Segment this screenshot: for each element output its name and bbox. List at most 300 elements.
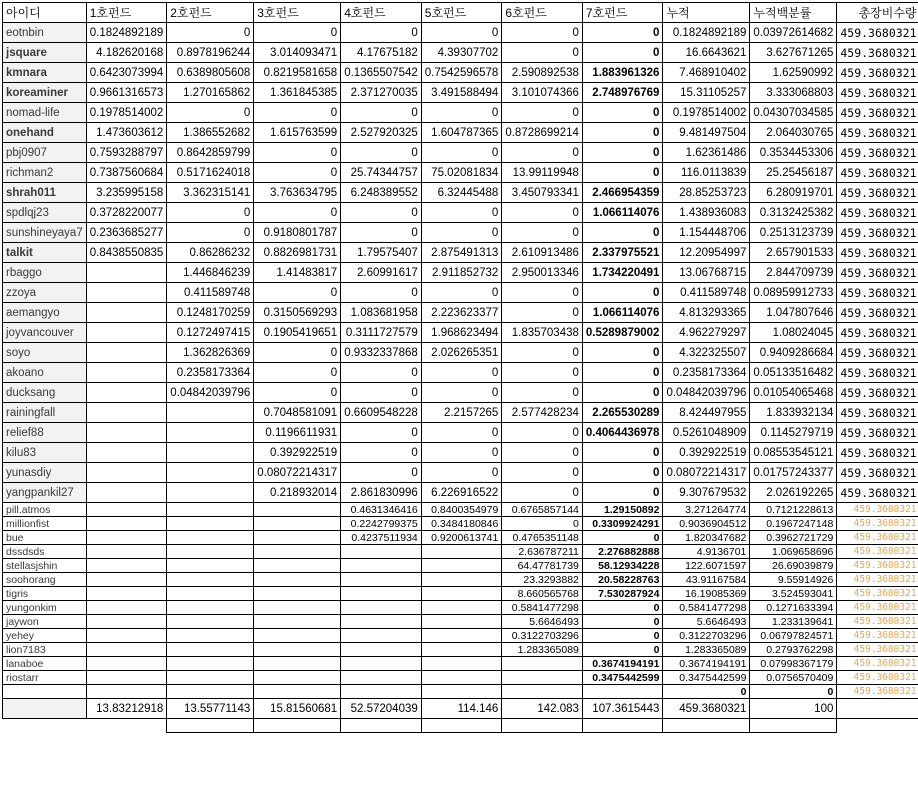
cell[interactable]: 0.8826981731 [254,243,341,263]
id-cell[interactable]: bue [3,531,87,545]
cell[interactable]: 4.39307702 [421,43,502,63]
cell[interactable]: 3.491588494 [421,83,502,103]
cell[interactable]: 0.0756570409 [750,671,837,685]
cell[interactable] [86,559,167,573]
cell[interactable]: 0.411589748 [663,283,750,303]
cell[interactable]: 0.4064436978 [582,423,663,443]
cell[interactable]: 0.7387560684 [86,163,167,183]
cell[interactable]: 2.2157265 [421,403,502,423]
cell[interactable]: 2.590892538 [502,63,583,83]
cell[interactable]: 12.20954997 [663,243,750,263]
cell[interactable] [167,643,254,657]
cell[interactable]: 459.3680321 [837,323,918,343]
cell[interactable]: 3.235995158 [86,183,167,203]
cell[interactable]: 0.1145279719 [750,423,837,443]
cell[interactable]: 1.386552682 [167,123,254,143]
cell[interactable]: 0 [254,383,341,403]
id-cell[interactable] [3,685,87,699]
cell[interactable]: 6.32445488 [421,183,502,203]
cell[interactable]: 0 [341,23,422,43]
cell[interactable]: 0 [341,143,422,163]
cell[interactable] [254,643,341,657]
cell[interactable]: 0.04307034585 [750,103,837,123]
cell[interactable]: 20.58228763 [582,573,663,587]
cell[interactable]: 0 [167,223,254,243]
cell[interactable]: 0.05133516482 [750,363,837,383]
cell[interactable]: 2.577428234 [502,403,583,423]
cell[interactable]: 0 [254,203,341,223]
cell[interactable]: 0.2358173364 [167,363,254,383]
id-cell[interactable]: kmnara [3,63,87,83]
cell[interactable]: 0 [502,143,583,163]
cell[interactable]: 1.362826369 [167,343,254,363]
id-cell[interactable]: eotnbin [3,23,87,43]
cell[interactable] [86,671,167,685]
cell[interactable]: 2.636787211 [502,545,583,559]
cell[interactable]: 0 [421,463,502,483]
cell[interactable] [86,283,167,303]
cell[interactable]: 6.280919701 [750,183,837,203]
column-header[interactable]: 6호펀드 [502,3,583,23]
cell[interactable]: 459.3680321 [837,23,918,43]
cell[interactable]: 26.69039879 [750,559,837,573]
cell[interactable]: 1.820347682 [663,531,750,545]
cell[interactable]: 75.02081834 [421,163,502,183]
cell[interactable]: 1.233139641 [750,615,837,629]
cell[interactable]: 1.62361486 [663,143,750,163]
id-cell[interactable]: akoano [3,363,87,383]
cell[interactable]: 0 [421,443,502,463]
cell[interactable]: 1.835703438 [502,323,583,343]
cell[interactable]: 1.446846239 [167,263,254,283]
cell[interactable]: 0 [502,343,583,363]
cell[interactable]: 2.60991617 [341,263,422,283]
column-header[interactable]: 4호펀드 [341,3,422,23]
cell[interactable] [421,601,502,615]
id-cell[interactable] [3,719,87,733]
cell[interactable]: 459.3680321 [837,363,918,383]
cell[interactable] [837,719,918,733]
cell[interactable]: 0 [341,423,422,443]
cell[interactable]: 0 [502,223,583,243]
id-cell[interactable]: rainingfall [3,403,87,423]
cell[interactable]: 2.610913486 [502,243,583,263]
cell[interactable]: 459.3680321 [837,573,918,587]
cell[interactable] [341,719,422,733]
cell[interactable]: 2.223623377 [421,303,502,323]
cell[interactable] [421,587,502,601]
cell[interactable]: 0 [582,363,663,383]
cell[interactable]: 0 [502,363,583,383]
cell[interactable]: 0.2793762298 [750,643,837,657]
cell[interactable]: 0 [254,103,341,123]
cell[interactable]: 0 [582,123,663,143]
cell[interactable]: 459.3680321 [837,671,918,685]
column-header[interactable]: 누적백분률 [750,3,837,23]
cell[interactable]: 0.7542596578 [421,63,502,83]
cell[interactable]: 2.527920325 [341,123,422,143]
cell[interactable]: 0.8400354979 [421,503,502,517]
cell[interactable]: 459.3680321 [837,615,918,629]
cell[interactable]: 2.657901533 [750,243,837,263]
cell[interactable]: 0.3111727579 [341,323,422,343]
cell[interactable]: 0 [502,443,583,463]
cell[interactable]: 0.04842039796 [663,383,750,403]
cell[interactable]: 1.047807646 [750,303,837,323]
cell[interactable]: 0 [582,629,663,643]
cell[interactable] [254,587,341,601]
cell[interactable]: 0 [582,601,663,615]
cell[interactable]: 1.833932134 [750,403,837,423]
cell[interactable]: 0.7121228613 [750,503,837,517]
cell[interactable]: 459.3680321 [837,183,918,203]
id-cell[interactable]: richman2 [3,163,87,183]
cell[interactable] [167,671,254,685]
cell[interactable] [837,699,918,719]
column-header[interactable]: 누적 [663,3,750,23]
cell[interactable]: 3.524593041 [750,587,837,601]
cell[interactable]: 459.3680321 [837,383,918,403]
cell[interactable]: 1.604787365 [421,123,502,143]
cell[interactable]: 0.9180801787 [254,223,341,243]
id-cell[interactable]: riostarr [3,671,87,685]
id-cell[interactable]: pbj0907 [3,143,87,163]
id-cell[interactable]: soyo [3,343,87,363]
cell[interactable]: 114.146 [421,699,502,719]
id-cell[interactable]: talkit [3,243,87,263]
id-cell[interactable]: onehand [3,123,87,143]
cell[interactable]: 2.371270035 [341,83,422,103]
cell[interactable]: 0 [254,363,341,383]
cell[interactable]: 0.3674194191 [663,657,750,671]
cell[interactable]: 122.6071597 [663,559,750,573]
id-cell[interactable]: pill.atmos [3,503,87,517]
cell[interactable]: 0.6765857144 [502,503,583,517]
cell[interactable]: 1.154448706 [663,223,750,243]
cell[interactable]: 0 [421,23,502,43]
cell[interactable]: 1.79575407 [341,243,422,263]
cell[interactable] [341,573,422,587]
cell[interactable]: 2.875491313 [421,243,502,263]
column-header[interactable]: 총장비수량 [837,3,918,23]
cell[interactable] [86,719,167,733]
id-cell[interactable]: lanaboe [3,657,87,671]
cell[interactable] [254,503,341,517]
cell[interactable]: 5.6646493 [502,615,583,629]
cell[interactable] [86,629,167,643]
cell[interactable]: 0 [502,203,583,223]
id-cell[interactable]: joyvancouver [3,323,87,343]
cell[interactable] [421,615,502,629]
cell[interactable] [86,403,167,423]
cell[interactable]: 0 [502,517,583,531]
cell[interactable] [167,531,254,545]
cell[interactable]: 0.3309924291 [582,517,663,531]
cell[interactable]: 0 [582,383,663,403]
cell[interactable]: 25.74344757 [341,163,422,183]
cell[interactable]: 0.4237511934 [341,531,422,545]
cell[interactable]: 0 [582,283,663,303]
cell[interactable]: 0.3728220077 [86,203,167,223]
cell[interactable]: 0 [254,23,341,43]
cell[interactable]: 2.265530289 [582,403,663,423]
cell[interactable]: 0 [750,685,837,699]
cell[interactable]: 0.03972614682 [750,23,837,43]
cell[interactable]: 23.3293882 [502,573,583,587]
cell[interactable] [167,559,254,573]
cell[interactable] [167,503,254,517]
cell[interactable]: 0.411589748 [167,283,254,303]
cell[interactable] [254,601,341,615]
id-cell[interactable]: jsquare [3,43,87,63]
cell[interactable] [341,587,422,601]
cell[interactable]: 13.83212918 [86,699,167,719]
cell[interactable]: 1.361845385 [254,83,341,103]
cell[interactable]: 0.08553545121 [750,443,837,463]
cell[interactable]: 4.322325507 [663,343,750,363]
cell[interactable]: 459.3680321 [837,63,918,83]
cell[interactable]: 58.12934228 [582,559,663,573]
cell[interactable]: 0.3674194191 [582,657,663,671]
cell[interactable]: 0 [167,203,254,223]
cell[interactable] [167,587,254,601]
cell[interactable]: 0.1978514002 [86,103,167,123]
cell[interactable]: 0 [421,203,502,223]
cell[interactable]: 0.6609548228 [341,403,422,423]
cell[interactable]: 1.41483817 [254,263,341,283]
id-cell[interactable]: yehey [3,629,87,643]
cell[interactable]: 0.8728699214 [502,123,583,143]
cell[interactable]: 25.25456187 [750,163,837,183]
cell[interactable]: 0 [341,443,422,463]
cell[interactable]: 1.615763599 [254,123,341,143]
cell[interactable]: 0.1967247148 [750,517,837,531]
cell[interactable]: 4.9136701 [663,545,750,559]
cell[interactable]: 459.3680321 [837,657,918,671]
cell[interactable] [167,629,254,643]
cell[interactable]: 459.3680321 [837,483,918,503]
cell[interactable]: 459.3680321 [837,163,918,183]
cell[interactable] [341,685,422,699]
id-cell[interactable]: shrah011 [3,183,87,203]
cell[interactable]: 0 [582,143,663,163]
cell[interactable]: 459.3680321 [837,343,918,363]
cell[interactable]: 0 [663,685,750,699]
cell[interactable]: 0.2242799375 [341,517,422,531]
cell[interactable] [86,643,167,657]
cell[interactable]: 2.466954359 [582,183,663,203]
cell[interactable]: 0.8219581658 [254,63,341,83]
cell[interactable]: 1.968623494 [421,323,502,343]
cell[interactable] [502,685,583,699]
cell[interactable]: 459.3680321 [837,531,918,545]
cell[interactable] [582,719,663,733]
cell[interactable]: 0 [502,23,583,43]
cell[interactable] [421,545,502,559]
cell[interactable]: 3.450793341 [502,183,583,203]
cell[interactable]: 0 [421,363,502,383]
cell[interactable]: 8.660565768 [502,587,583,601]
cell[interactable]: 0 [341,203,422,223]
cell[interactable]: 0 [341,283,422,303]
cell[interactable] [254,559,341,573]
cell[interactable]: 0.1824892189 [663,23,750,43]
cell[interactable] [254,629,341,643]
cell[interactable]: 0 [502,423,583,443]
cell[interactable]: 0.5841477298 [502,601,583,615]
cell[interactable] [86,303,167,323]
cell[interactable]: 2.861830996 [341,483,422,503]
cell[interactable] [167,517,254,531]
cell[interactable]: 0 [421,223,502,243]
cell[interactable] [86,323,167,343]
cell[interactable] [86,601,167,615]
cell[interactable]: 459.3680321 [837,403,918,423]
cell[interactable]: 4.182620168 [86,43,167,63]
cell[interactable]: 3.333068803 [750,83,837,103]
cell[interactable]: 459.3680321 [837,685,918,699]
cell[interactable]: 2.026192265 [750,483,837,503]
cell[interactable]: 0 [502,483,583,503]
id-cell[interactable] [3,699,87,719]
cell[interactable] [86,443,167,463]
cell[interactable]: 0.1824892189 [86,23,167,43]
cell[interactable]: 459.3680321 [837,517,918,531]
cell[interactable]: 459.3680321 [837,643,918,657]
cell[interactable]: 0.08959912733 [750,283,837,303]
cell[interactable]: 0.01757243377 [750,463,837,483]
cell[interactable]: 2.337975521 [582,243,663,263]
cell[interactable] [167,443,254,463]
cell[interactable]: 0.04842039796 [167,383,254,403]
cell[interactable] [86,363,167,383]
cell[interactable]: 0 [341,383,422,403]
cell[interactable]: 0.5841477298 [663,601,750,615]
cell[interactable] [86,483,167,503]
cell[interactable]: 0.08072214317 [663,463,750,483]
cell[interactable]: 459.3680321 [837,283,918,303]
id-cell[interactable]: jaywon [3,615,87,629]
cell[interactable]: 3.014093471 [254,43,341,63]
cell[interactable]: 1.883961326 [582,63,663,83]
cell[interactable]: 107.3615443 [582,699,663,719]
column-header[interactable]: 2호펀드 [167,3,254,23]
cell[interactable]: 2.911852732 [421,263,502,283]
cell[interactable] [750,719,837,733]
cell[interactable]: 116.0113839 [663,163,750,183]
cell[interactable]: 0.1978514002 [663,103,750,123]
cell[interactable]: 4.962279297 [663,323,750,343]
cell[interactable]: 3.271264774 [663,503,750,517]
cell[interactable]: 1.283365089 [663,643,750,657]
cell[interactable] [254,657,341,671]
cell[interactable]: 4.17675182 [341,43,422,63]
id-cell[interactable]: zzoya [3,283,87,303]
cell[interactable] [341,615,422,629]
cell[interactable]: 459.3680321 [837,601,918,615]
cell[interactable] [502,671,583,685]
id-cell[interactable]: tigris [3,587,87,601]
cell[interactable]: 459.3680321 [837,629,918,643]
cell[interactable]: 0.4631346416 [341,503,422,517]
cell[interactable]: 28.85253723 [663,183,750,203]
cell[interactable]: 459.3680321 [837,103,918,123]
id-cell[interactable]: aemangyo [3,303,87,323]
cell[interactable] [582,685,663,699]
cell[interactable]: 0.2358173364 [663,363,750,383]
cell[interactable] [254,685,341,699]
cell[interactable] [86,463,167,483]
cell[interactable]: 0 [502,383,583,403]
cell[interactable]: 0.5171624018 [167,163,254,183]
cell[interactable]: 459.3680321 [837,559,918,573]
cell[interactable] [341,643,422,657]
cell[interactable] [86,503,167,517]
cell[interactable]: 0 [341,103,422,123]
cell[interactable] [167,573,254,587]
cell[interactable]: 0.392922519 [663,443,750,463]
cell[interactable] [86,573,167,587]
cell[interactable]: 459.3680321 [837,123,918,143]
id-cell[interactable]: millionfist [3,517,87,531]
cell[interactable] [254,531,341,545]
cell[interactable]: 1.62590992 [750,63,837,83]
cell[interactable]: 0 [341,463,422,483]
cell[interactable] [341,629,422,643]
cell[interactable]: 100 [750,699,837,719]
cell[interactable]: 13.55771143 [167,699,254,719]
cell[interactable]: 0 [421,383,502,403]
cell[interactable]: 459.3680321 [837,243,918,263]
id-cell[interactable]: stellasjshin [3,559,87,573]
cell[interactable]: 0.07998367179 [750,657,837,671]
cell[interactable] [421,685,502,699]
cell[interactable]: 0 [582,643,663,657]
cell[interactable]: 0.01054065468 [750,383,837,403]
cell[interactable] [421,657,502,671]
cell[interactable]: 2.064030765 [750,123,837,143]
cell[interactable] [86,615,167,629]
cell[interactable]: 0.7048581091 [254,403,341,423]
cell[interactable] [254,615,341,629]
id-cell[interactable]: spdlqj23 [3,203,87,223]
cell[interactable] [421,573,502,587]
cell[interactable]: 9.55914926 [750,573,837,587]
cell[interactable]: 459.3680321 [837,463,918,483]
cell[interactable]: 16.6643621 [663,43,750,63]
cell[interactable]: 9.481497504 [663,123,750,143]
cell[interactable]: 0.08072214317 [254,463,341,483]
cell[interactable] [167,601,254,615]
cell[interactable]: 0 [341,223,422,243]
cell[interactable]: 459.3680321 [837,423,918,443]
cell[interactable] [502,657,583,671]
cell[interactable]: 2.026265351 [421,343,502,363]
cell[interactable] [421,719,502,733]
cell[interactable]: 3.101074366 [502,83,583,103]
cell[interactable]: 0 [502,43,583,63]
cell[interactable] [341,545,422,559]
cell[interactable]: 0 [167,23,254,43]
cell[interactable]: 459.3680321 [837,587,918,601]
cell[interactable] [502,719,583,733]
cell[interactable]: 0.3484180846 [421,517,502,531]
cell[interactable]: 16.19085369 [663,587,750,601]
cell[interactable]: 459.3680321 [837,503,918,517]
cell[interactable]: 1.270165862 [167,83,254,103]
cell[interactable]: 0.06797824571 [750,629,837,643]
id-cell[interactable]: soohorang [3,573,87,587]
